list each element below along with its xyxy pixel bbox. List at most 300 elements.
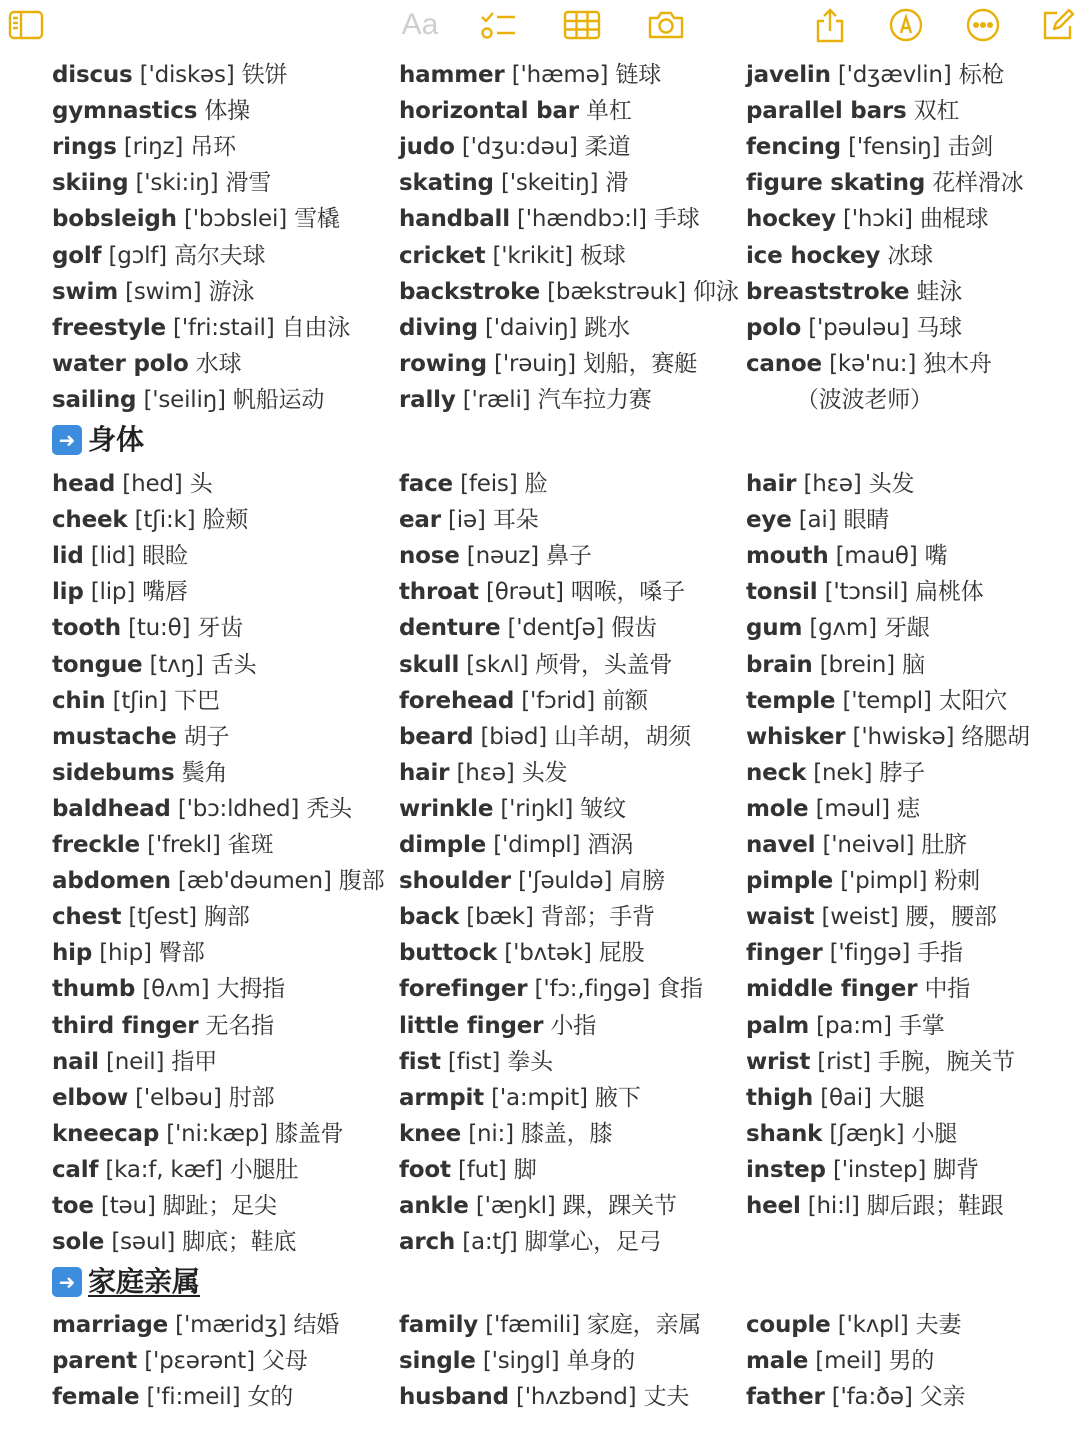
vocab-phonetic: [tu:θ] bbox=[128, 615, 191, 642]
vocab-row bbox=[399, 1080, 641, 1116]
vocab-phonetic: ['fæmili] bbox=[485, 1312, 580, 1338]
vocab-meaning: 标枪 bbox=[958, 62, 1005, 88]
table-icon[interactable] bbox=[562, 6, 602, 44]
markup-pen-icon[interactable] bbox=[886, 6, 926, 44]
share-icon[interactable] bbox=[810, 6, 850, 44]
vocab-phonetic: ['fɔrid] bbox=[521, 687, 596, 714]
vocab-word: tooth bbox=[52, 615, 121, 642]
vocab-meaning: 滑雪 bbox=[225, 170, 272, 197]
vocab-phonetic: [gʌm] bbox=[809, 615, 877, 642]
vocab-phonetic: [feis] bbox=[460, 471, 518, 497]
vocab-meaning: 柔道 bbox=[584, 134, 631, 161]
scrolled-text-ghost bbox=[52, 0, 352, 28]
vocab-meaning: 游泳 bbox=[208, 278, 255, 305]
vocab-meaning: 单杠 bbox=[586, 98, 632, 125]
vocab-word: arch bbox=[399, 1229, 456, 1256]
vocab-phonetic: [hi:l] bbox=[807, 1193, 860, 1219]
vocab-meaning: 双杠 bbox=[913, 98, 960, 125]
vocab-row bbox=[746, 538, 947, 574]
vocab-meaning: 女的 bbox=[247, 1384, 294, 1411]
vocab-row bbox=[52, 574, 188, 610]
vocab-word: nail bbox=[52, 1048, 99, 1075]
vocab-row bbox=[746, 1044, 1015, 1080]
vocab-row bbox=[746, 1343, 934, 1379]
vocab-word: third finger bbox=[52, 1012, 199, 1039]
vocab-row bbox=[399, 863, 665, 899]
vocab-word: horizontal bar bbox=[399, 98, 579, 125]
vocab-row bbox=[746, 863, 980, 899]
vocab-row bbox=[52, 755, 227, 791]
vocab-row bbox=[746, 647, 925, 683]
vocab-phonetic: [tʌŋ] bbox=[149, 651, 204, 678]
vocab-word: single bbox=[399, 1348, 476, 1375]
vocab-word: sidebums bbox=[52, 759, 175, 786]
vocab-phonetic: ['riŋkl] bbox=[500, 795, 574, 822]
vocab-phonetic: ['elbəu] bbox=[135, 1084, 222, 1111]
vocab-phonetic: [weist] bbox=[821, 904, 899, 931]
vocab-phonetic: ['rəuiŋ] bbox=[494, 350, 576, 377]
vocab-meaning: 冰球 bbox=[887, 242, 933, 269]
vocab-phonetic: ['dimpl] bbox=[493, 832, 581, 858]
vocab-row bbox=[746, 310, 962, 346]
vocab-phonetic: ['templ] bbox=[842, 687, 932, 714]
vocab-meaning: 高尔夫球 bbox=[174, 242, 266, 269]
vocab-word: ice hockey bbox=[746, 242, 881, 269]
vocab-meaning: 小腿 bbox=[911, 1120, 958, 1147]
vocab-phonetic: ['fri:stail] bbox=[173, 314, 275, 341]
vocab-word: abdomen bbox=[52, 868, 171, 895]
vocab-phonetic: [bæk] bbox=[466, 904, 534, 931]
vocab-word: sole bbox=[52, 1229, 105, 1256]
vocab-word: elbow bbox=[52, 1084, 128, 1111]
vocab-word: rowing bbox=[399, 350, 487, 377]
vocab-word: brain bbox=[746, 651, 813, 678]
vocab-word: discus bbox=[52, 62, 133, 88]
vocab-row bbox=[399, 310, 630, 346]
vocab-row bbox=[52, 274, 254, 310]
vocab-row bbox=[52, 647, 256, 683]
vocab-phonetic: ['fensiŋ] bbox=[848, 134, 941, 161]
vocab-row bbox=[52, 719, 229, 755]
vocab-meaning: 下巴 bbox=[174, 687, 220, 714]
vocab-phonetic: [ʃæŋk] bbox=[829, 1120, 905, 1147]
vocab-meaning: （波波老师） bbox=[796, 386, 933, 413]
vocab-meaning: 脑 bbox=[902, 651, 925, 678]
vocab-meaning: 击剑 bbox=[947, 134, 994, 161]
vocab-meaning: 前额 bbox=[602, 687, 648, 714]
vocab-phonetic: ['tɔnsil] bbox=[824, 579, 909, 606]
vocab-meaning: 大拇指 bbox=[216, 976, 285, 1003]
vocab-phonetic: [təu] bbox=[100, 1193, 156, 1219]
vocab-meaning: 父亲 bbox=[919, 1384, 966, 1411]
vocab-word: judo bbox=[399, 134, 455, 161]
vocab-phonetic: [kə'nu:] bbox=[829, 350, 917, 377]
vocab-word: bobsleigh bbox=[52, 206, 177, 233]
vocab-meaning: 嘴唇 bbox=[142, 579, 188, 606]
vocab-word: breaststroke bbox=[746, 278, 910, 305]
vocab-word: dimple bbox=[399, 832, 487, 858]
vocab-phonetic: ['fa:ðə] bbox=[831, 1384, 913, 1411]
vocab-row bbox=[746, 719, 1030, 755]
vocab-meaning: 夫妻 bbox=[915, 1312, 962, 1338]
vocab-word: waist bbox=[746, 904, 815, 931]
vocab-row bbox=[52, 129, 236, 165]
vocab-row bbox=[746, 755, 925, 791]
vocab-meaning: 酒涡 bbox=[587, 832, 633, 858]
vocab-phonetic: [nek] bbox=[813, 759, 873, 786]
vocab-phonetic: ['instep] bbox=[832, 1156, 927, 1183]
vocab-word: hockey bbox=[746, 206, 836, 233]
vocab-phonetic: [riŋz] bbox=[123, 134, 184, 161]
vocab-word: baldhead bbox=[52, 795, 171, 822]
vocab-word: calf bbox=[52, 1156, 99, 1183]
vocab-phonetic: ['hæmə] bbox=[511, 62, 609, 88]
vocab-word: swim bbox=[52, 278, 118, 305]
vocab-row bbox=[399, 827, 633, 863]
vocab-phonetic: ['bɔbslei] bbox=[183, 206, 287, 233]
vocab-word: ankle bbox=[399, 1193, 469, 1219]
vocab-phonetic: [lip] bbox=[90, 579, 136, 606]
vocab-phonetic: ['mæridʒ] bbox=[175, 1312, 287, 1338]
vocab-row bbox=[399, 791, 626, 827]
vocab-meaning: 皱纹 bbox=[580, 795, 626, 822]
vocab-row bbox=[746, 899, 997, 935]
vocab-meaning: 太阳穴 bbox=[938, 687, 1008, 714]
vocab-row bbox=[52, 165, 271, 201]
section-heading-family bbox=[52, 1262, 200, 1302]
vocab-word: forefinger bbox=[399, 976, 528, 1003]
vocab-meaning: 脚趾；足尖 bbox=[162, 1193, 277, 1219]
vocab-phonetic: [fut] bbox=[457, 1156, 507, 1183]
section-heading-text: 身体 bbox=[88, 423, 145, 456]
vocab-meaning: 手掌 bbox=[898, 1012, 945, 1039]
vocab-phonetic: ['hɔki] bbox=[843, 206, 913, 233]
vocab-word: hair bbox=[399, 759, 450, 786]
vocab-meaning: 脚后跟；鞋跟 bbox=[866, 1193, 1004, 1219]
vocab-word: skull bbox=[399, 651, 460, 678]
vocab-row bbox=[52, 466, 213, 502]
vocab-meaning: 汽车拉力赛 bbox=[537, 386, 652, 413]
vocab-meaning: 家庭，亲属 bbox=[587, 1312, 702, 1338]
vocab-phonetic: [æb'dəumen] bbox=[177, 868, 332, 895]
vocab-row bbox=[399, 165, 628, 201]
vocab-word: hammer bbox=[399, 62, 505, 88]
vocab-meaning: 曲棍球 bbox=[919, 206, 989, 233]
vocab-meaning: 胸部 bbox=[204, 904, 250, 931]
vocab-meaning: 腹部 bbox=[338, 868, 385, 895]
vocab-phonetic: ['seiliŋ] bbox=[143, 386, 226, 413]
vocab-phonetic: [θrəut] bbox=[485, 579, 564, 606]
vocab-word: buttock bbox=[399, 940, 498, 967]
vocab-word: gymnastics bbox=[52, 98, 198, 125]
vocab-row bbox=[399, 238, 626, 274]
vocab-row bbox=[746, 971, 970, 1007]
vocab-row bbox=[52, 971, 285, 1007]
vocab-word: husband bbox=[399, 1384, 509, 1411]
vocab-row bbox=[746, 574, 984, 610]
vocab-row bbox=[746, 683, 1007, 719]
vocab-word: finger bbox=[746, 940, 823, 967]
vocab-meaning: 脚 bbox=[513, 1156, 537, 1183]
vocab-phonetic: ['bɔ:ldhed] bbox=[177, 795, 300, 822]
vocab-meaning: 头 bbox=[189, 471, 213, 497]
compose-icon[interactable] bbox=[1038, 6, 1078, 44]
more-icon[interactable] bbox=[963, 6, 1003, 44]
vocab-phonetic: [hεə] bbox=[456, 759, 515, 786]
vocab-word: father bbox=[746, 1384, 825, 1411]
vocab-meaning: 水球 bbox=[195, 350, 242, 377]
vocab-phonetic: [ai] bbox=[798, 507, 837, 534]
vocab-word: hip bbox=[52, 940, 93, 967]
vocab-phonetic: ['ʃəuldə] bbox=[518, 868, 613, 895]
vocab-row bbox=[399, 1008, 596, 1044]
vocab-word: neck bbox=[746, 759, 807, 786]
vocab-word: throat bbox=[399, 579, 479, 606]
text-format-icon[interactable] bbox=[398, 6, 442, 44]
vocab-row bbox=[746, 466, 914, 502]
vocab-phonetic: [tʃi:k] bbox=[134, 507, 196, 534]
vocab-row bbox=[52, 201, 340, 237]
vocab-meaning: 粉刺 bbox=[934, 868, 980, 895]
vocab-meaning: 脚底；鞋底 bbox=[182, 1229, 297, 1256]
vocab-word: diving bbox=[399, 314, 478, 341]
vocab-phonetic: ['fɔ:,fiŋgə] bbox=[534, 976, 651, 1003]
vocab-row bbox=[746, 610, 930, 646]
vocab-meaning: 手球 bbox=[653, 206, 700, 233]
vocab-row bbox=[52, 538, 188, 574]
vocab-word: polo bbox=[746, 314, 802, 341]
vocab-row bbox=[399, 1307, 701, 1343]
vocab-meaning: 踝，踝关节 bbox=[562, 1193, 677, 1219]
vocab-row bbox=[52, 502, 248, 538]
vocab-meaning: 肘部 bbox=[228, 1084, 275, 1111]
vocab-word: male bbox=[746, 1348, 809, 1375]
vocab-phonetic: ['pimpl] bbox=[840, 868, 928, 895]
checklist-icon[interactable] bbox=[478, 6, 518, 44]
vocab-word: ear bbox=[399, 507, 441, 534]
vocab-word: mouth bbox=[746, 543, 829, 570]
vocab-word: toe bbox=[52, 1193, 94, 1219]
vocab-row bbox=[399, 610, 657, 646]
vocab-meaning: 咽喉，嗓子 bbox=[570, 579, 685, 606]
vocab-row bbox=[399, 1188, 677, 1224]
vocab-meaning: 单身的 bbox=[566, 1348, 635, 1375]
vocab-meaning: 小指 bbox=[550, 1012, 597, 1039]
vocab-word: foot bbox=[399, 1156, 451, 1183]
vocab-row bbox=[399, 201, 700, 237]
vocab-row bbox=[746, 935, 963, 971]
vocab-meaning: 指甲 bbox=[171, 1048, 217, 1075]
vocab-row bbox=[52, 238, 265, 274]
vocab-row bbox=[399, 1343, 635, 1379]
right-arrow-icon bbox=[52, 1267, 82, 1297]
vocab-meaning: 鼻子 bbox=[546, 543, 592, 570]
vocab-meaning: 板球 bbox=[580, 242, 626, 269]
vocab-row bbox=[52, 346, 241, 382]
vocab-row bbox=[52, 1152, 298, 1188]
vocab-row bbox=[399, 382, 652, 418]
vocab-phonetic: ['hwiskə] bbox=[852, 723, 955, 750]
vocab-word: middle finger bbox=[746, 976, 918, 1003]
vocab-word: golf bbox=[52, 242, 102, 269]
vocab-meaning: 屁股 bbox=[598, 940, 645, 967]
vocab-meaning: 无名指 bbox=[205, 1012, 274, 1039]
vocab-phonetic: [pa:m] bbox=[816, 1012, 892, 1039]
vocab-meaning: 臀部 bbox=[158, 940, 205, 967]
vocab-meaning: 马球 bbox=[916, 314, 962, 341]
vocab-meaning: 扁桃体 bbox=[915, 579, 984, 606]
vocab-meaning: 肩膀 bbox=[619, 868, 665, 895]
vocab-row bbox=[399, 719, 691, 755]
vocab-row bbox=[746, 129, 993, 165]
vocab-meaning: 头发 bbox=[868, 471, 915, 497]
vocab-meaning: 丈夫 bbox=[643, 1384, 690, 1411]
vocab-phonetic: ['diskəs] bbox=[139, 62, 235, 88]
vocab-word: figure skating bbox=[746, 170, 926, 197]
vocab-word: eye bbox=[746, 507, 792, 534]
vocab-row bbox=[746, 93, 959, 129]
vocab-row bbox=[52, 57, 287, 93]
vocab-row bbox=[52, 1379, 293, 1415]
vocab-meaning: 链球 bbox=[615, 62, 662, 88]
vocab-word: parallel bars bbox=[746, 98, 907, 125]
vocab-meaning: 眼睑 bbox=[142, 543, 188, 570]
vocab-word: hair bbox=[746, 471, 797, 497]
vocab-phonetic: [hεə] bbox=[803, 471, 862, 497]
vocab-row bbox=[746, 791, 920, 827]
vocab-meaning: 雀斑 bbox=[227, 832, 274, 858]
vocab-phonetic: [ka:f, kæf] bbox=[105, 1156, 223, 1183]
vocab-meaning: 耳朵 bbox=[492, 507, 539, 534]
vocab-phonetic: ['neivəl] bbox=[822, 832, 915, 858]
vocab-word: thumb bbox=[52, 976, 136, 1003]
vocab-word: back bbox=[399, 904, 460, 931]
vocab-meaning: 脖子 bbox=[879, 759, 925, 786]
vocab-phonetic: [θai] bbox=[820, 1084, 872, 1111]
vocab-row bbox=[399, 1379, 689, 1415]
text-format-label: Aa bbox=[401, 8, 439, 41]
vocab-meaning: 跳水 bbox=[584, 314, 630, 341]
vocab-meaning: 脚掌心，足弓 bbox=[524, 1229, 662, 1256]
vocab-meaning: 拳头 bbox=[507, 1048, 553, 1075]
vocab-phonetic: [meil] bbox=[815, 1348, 882, 1375]
vocab-meaning: 花样滑冰 bbox=[932, 170, 1024, 197]
vocab-row bbox=[746, 827, 967, 863]
vocab-phonetic: [a:tʃ] bbox=[462, 1229, 518, 1256]
vocab-word: sailing bbox=[52, 386, 137, 413]
vocab-phonetic: [iə] bbox=[448, 507, 486, 534]
vocab-word: mole bbox=[746, 795, 809, 822]
vocab-phonetic: ['pəuləu] bbox=[808, 314, 910, 341]
vocab-phonetic: [swim] bbox=[125, 278, 202, 305]
vocab-row bbox=[746, 201, 988, 237]
vocab-word: parent bbox=[52, 1348, 138, 1375]
vocab-phonetic: [ni:] bbox=[468, 1120, 514, 1147]
vocab-word: armpit bbox=[399, 1084, 484, 1111]
vocab-row bbox=[52, 1224, 296, 1260]
vocab-meaning: 嘴 bbox=[924, 543, 948, 570]
vocab-word: family bbox=[399, 1312, 479, 1338]
vocab-word: lid bbox=[52, 543, 84, 570]
vocab-word: lip bbox=[52, 579, 84, 606]
vocab-row bbox=[52, 683, 220, 719]
vocab-phonetic: [brein] bbox=[819, 651, 895, 678]
vocab-phonetic: ['dentʃə] bbox=[507, 615, 605, 642]
vocab-meaning: 山羊胡，胡须 bbox=[554, 723, 691, 750]
notes-toolbar bbox=[0, 0, 1080, 50]
vocab-phonetic: ['æŋkl] bbox=[475, 1193, 556, 1219]
vocab-word: wrist bbox=[746, 1048, 811, 1075]
vocab-phonetic: [skʌl] bbox=[466, 651, 529, 678]
vocab-row bbox=[399, 466, 547, 502]
vocab-row bbox=[746, 1008, 945, 1044]
vocab-meaning: 自由泳 bbox=[281, 314, 351, 341]
vocab-row bbox=[399, 57, 661, 93]
vocab-phonetic: ['kʌpl] bbox=[837, 1312, 909, 1338]
vocab-phonetic: ['dʒævlin] bbox=[837, 62, 952, 88]
vocab-row bbox=[52, 310, 350, 346]
vocab-word: face bbox=[399, 471, 453, 497]
vocab-word: javelin bbox=[746, 62, 831, 88]
vocab-word: handball bbox=[399, 206, 510, 233]
vocab-row bbox=[52, 863, 384, 899]
vocab-meaning: 胡子 bbox=[183, 723, 230, 750]
vocab-word: rings bbox=[52, 134, 117, 161]
vocab-meaning: 蛙泳 bbox=[916, 278, 963, 305]
vocab-row bbox=[52, 382, 324, 418]
vocab-phonetic: ['daiviŋ] bbox=[485, 314, 578, 341]
vocab-word: skiing bbox=[52, 170, 129, 197]
vocab-row bbox=[399, 574, 685, 610]
vocab-row bbox=[746, 1152, 979, 1188]
vocab-meaning: 腋下 bbox=[594, 1084, 641, 1111]
vocab-row bbox=[52, 1044, 217, 1080]
vocab-meaning: 手指 bbox=[917, 940, 963, 967]
vocab-row bbox=[399, 971, 703, 1007]
vocab-phonetic: [nəuz] bbox=[466, 543, 539, 570]
vocab-word: chin bbox=[52, 687, 106, 714]
sidebar-icon[interactable] bbox=[6, 6, 46, 44]
vocab-phonetic: [biəd] bbox=[480, 723, 548, 750]
vocab-phonetic: [hip] bbox=[99, 940, 152, 967]
vocab-phonetic: ['fi:meil] bbox=[146, 1384, 241, 1411]
section-heading-text: 家庭亲属 bbox=[88, 1265, 201, 1298]
vocab-word: freestyle bbox=[52, 314, 166, 341]
vocab-phonetic: [səul] bbox=[111, 1229, 176, 1256]
camera-icon[interactable] bbox=[646, 6, 686, 44]
vocab-row bbox=[52, 1080, 274, 1116]
vocab-phonetic: [mauθ] bbox=[835, 543, 918, 570]
vocab-meaning: 鬓角 bbox=[181, 759, 228, 786]
vocab-word: knee bbox=[399, 1120, 462, 1147]
vocab-word: cheek bbox=[52, 507, 128, 534]
vocab-word: water polo bbox=[52, 350, 189, 377]
vocab-word: tongue bbox=[52, 651, 143, 678]
vocab-meaning: 膝盖，膝 bbox=[521, 1120, 613, 1147]
vocab-row bbox=[52, 827, 273, 863]
vocab-word: canoe bbox=[746, 350, 822, 377]
vocab-word: rally bbox=[399, 386, 456, 413]
vocab-word: fist bbox=[399, 1048, 441, 1075]
vocab-row bbox=[52, 1008, 274, 1044]
vocab-meaning: 颅骨，头盖骨 bbox=[535, 651, 673, 678]
vocab-phonetic: ['dʒu:dəu] bbox=[461, 134, 578, 161]
vocab-meaning: 络腮胡 bbox=[961, 723, 1030, 750]
vocab-row bbox=[746, 346, 992, 382]
vocab-phonetic: [tʃest] bbox=[128, 904, 197, 931]
vocab-word: chest bbox=[52, 904, 122, 931]
vocab-phonetic: ['krikit] bbox=[492, 242, 573, 269]
